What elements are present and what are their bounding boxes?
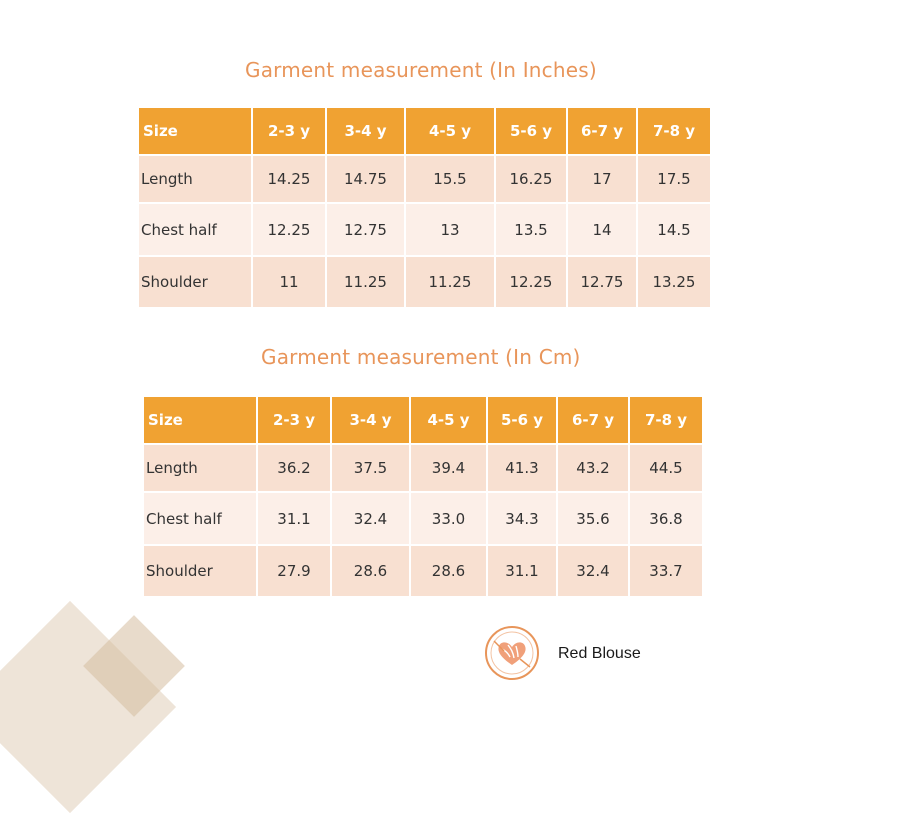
measurement-cell: 41.3 <box>488 445 556 493</box>
measurement-cell: 16.25 <box>496 156 566 204</box>
row-label: Shoulder <box>139 257 251 309</box>
measurement-cell: 14.25 <box>253 156 325 204</box>
measurement-cell: 28.6 <box>411 546 486 598</box>
measurement-cell: 32.4 <box>558 546 628 598</box>
row-label: Length <box>144 445 256 493</box>
inches-table-title: Garment measurement (In Inches) <box>245 58 597 82</box>
brand-name: Red Blouse <box>558 645 641 662</box>
measurement-cell: 43.2 <box>558 445 628 493</box>
row-label: Shoulder <box>144 546 256 598</box>
measurement-cell: 12.75 <box>568 257 636 309</box>
measurement-cell: 17 <box>568 156 636 204</box>
measurement-cell: 35.6 <box>558 493 628 546</box>
cm-table-title: Garment measurement (In Cm) <box>261 345 581 369</box>
table-row <box>144 493 702 546</box>
measurement-cell: 33.7 <box>630 546 702 598</box>
measurement-cell: 36.8 <box>630 493 702 546</box>
size-column-header: 4-5 y <box>411 397 486 445</box>
size-column-header: 6-7 y <box>568 108 636 156</box>
measurement-cell: 11.25 <box>327 257 404 309</box>
measurement-cell: 14 <box>568 204 636 257</box>
header-row <box>139 108 710 156</box>
measurement-cell: 17.5 <box>638 156 710 204</box>
size-column-header: 7-8 y <box>638 108 710 156</box>
header-row <box>144 397 702 445</box>
measurement-cell: 28.6 <box>332 546 409 598</box>
measurement-cell: 12.25 <box>253 204 325 257</box>
measurement-cell: 33.0 <box>411 493 486 546</box>
size-header: Size <box>144 397 256 445</box>
table-row <box>139 257 710 309</box>
measurement-cell: 13 <box>406 204 494 257</box>
row-label: Chest half <box>139 204 251 257</box>
table-row <box>139 156 710 204</box>
measurement-cell: 12.25 <box>496 257 566 309</box>
size-column-header: 7-8 y <box>630 397 702 445</box>
measurement-cell: 44.5 <box>630 445 702 493</box>
size-column-header: 4-5 y <box>406 108 494 156</box>
size-column-header: 2-3 y <box>253 108 325 156</box>
table-row <box>144 546 702 598</box>
measurement-cell: 36.2 <box>258 445 330 493</box>
heart-logo-icon <box>484 625 540 681</box>
measurement-cell: 39.4 <box>411 445 486 493</box>
measurement-cell: 13.5 <box>496 204 566 257</box>
size-column-header: 5-6 y <box>496 108 566 156</box>
measurement-cell: 31.1 <box>258 493 330 546</box>
inches-size-table <box>137 108 712 309</box>
table-row <box>144 445 702 493</box>
measurement-cell: 32.4 <box>332 493 409 546</box>
measurement-cell: 14.5 <box>638 204 710 257</box>
measurement-cell: 34.3 <box>488 493 556 546</box>
row-label: Length <box>139 156 251 204</box>
cm-size-table <box>142 397 704 598</box>
measurement-cell: 12.75 <box>327 204 404 257</box>
measurement-cell: 31.1 <box>488 546 556 598</box>
size-column-header: 5-6 y <box>488 397 556 445</box>
size-column-header: 3-4 y <box>332 397 409 445</box>
size-header: Size <box>139 108 251 156</box>
measurement-cell: 27.9 <box>258 546 330 598</box>
size-column-header: 2-3 y <box>258 397 330 445</box>
measurement-cell: 15.5 <box>406 156 494 204</box>
size-column-header: 6-7 y <box>558 397 628 445</box>
measurement-cell: 13.25 <box>638 257 710 309</box>
table-row <box>139 204 710 257</box>
measurement-cell: 14.75 <box>327 156 404 204</box>
row-label: Chest half <box>144 493 256 546</box>
measurement-cell: 11 <box>253 257 325 309</box>
measurement-cell: 37.5 <box>332 445 409 493</box>
size-column-header: 3-4 y <box>327 108 404 156</box>
measurement-cell: 11.25 <box>406 257 494 309</box>
